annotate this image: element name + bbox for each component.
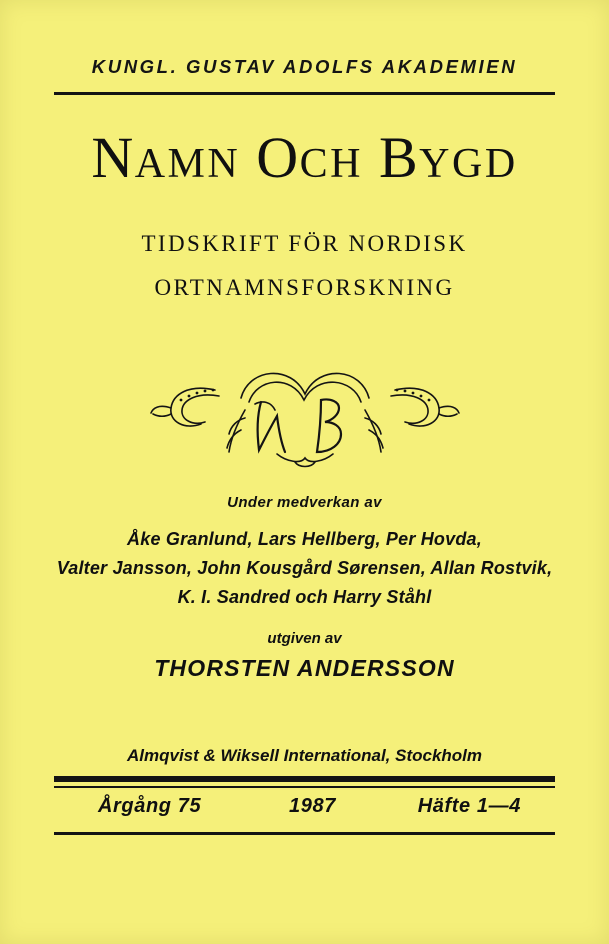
publisher-divider-thick	[54, 776, 555, 782]
credits-lead: Under medverkan av	[227, 494, 382, 511]
floral-monogram-ornament	[0, 338, 609, 478]
contributor-line: Åke Granlund, Lars Hellberg, Per Hovda,	[127, 529, 482, 549]
subtitle-line-1: TIDSKRIFT FÖR NORDISK	[141, 231, 468, 256]
subtitle-line-2: ORTNAMNSFORSKNING	[154, 275, 455, 300]
title-bygd: BYGD	[378, 125, 518, 190]
contributor-names	[0, 525, 609, 612]
volume-label: Årgång 75	[98, 795, 202, 817]
title-och: OCH	[256, 125, 363, 190]
contributor-line: K. I. Sandred och Harry Ståhl	[177, 587, 432, 607]
credits-block	[0, 494, 609, 682]
year-label: 1987	[289, 795, 336, 817]
page-subtitle	[0, 222, 609, 310]
issue-info	[54, 795, 555, 818]
page-title	[0, 124, 609, 198]
publisher-divider-thin	[54, 786, 555, 788]
editor-lead: utgiven av	[267, 630, 342, 647]
academy-line: KUNGL. GUSTAV ADOLFS AKADEMIEN	[91, 56, 518, 77]
contributor-line: Valter Jansson, John Kousgård Sørensen, Allan Rostvik,	[56, 558, 553, 578]
bottom-divider-rule	[54, 832, 555, 835]
title-namn: NAMN	[91, 125, 241, 190]
publisher-line: Almqvist & Wiksell International, Stockholm	[126, 746, 483, 765]
issue-number-label: Häfte 1—4	[417, 795, 521, 817]
editor-name: THORSTEN ANDERSSON	[154, 655, 455, 681]
top-divider-rule	[54, 92, 555, 95]
